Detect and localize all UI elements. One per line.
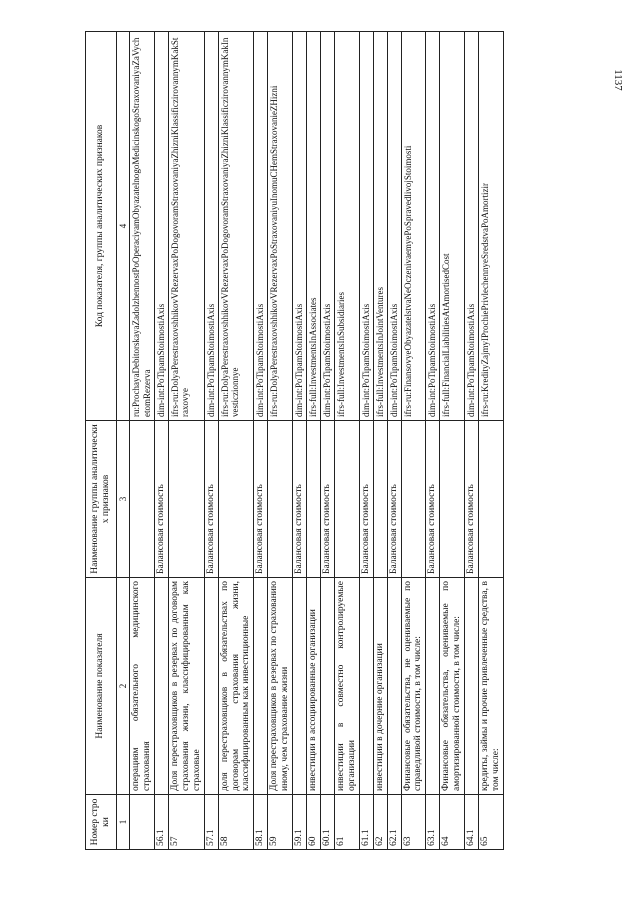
indicator-name-cell: доля перестраховщиков в обязательствах по договорам страхования жизни, классифицированным как инвестиционные (218, 578, 254, 795)
group-name-cell (334, 421, 359, 578)
row-number-cell: 57 (168, 795, 204, 850)
group-name-cell: Балансовая стоимость (254, 421, 268, 578)
table-row (334, 32, 359, 850)
table-row (168, 32, 204, 850)
column-number-row (116, 32, 129, 850)
row-number-cell: 60 (307, 795, 321, 850)
row-number-cell: 56.1 (155, 795, 169, 850)
indicator-code-cell: dim-int:PoTipamStoimostiAxis (155, 32, 169, 421)
group-name-cell (479, 421, 504, 578)
indicator-code-cell: ifrs-ru:DolyaPerestraxovshhikovVRezervaxPoStraxovaniyuInomuCHemStraxovanieZHizni (268, 32, 293, 421)
indicator-name-cell: Финансовые обязательства, не оцениваемые по справедливой стоимости, в том числе: (401, 578, 426, 795)
indicator-code-cell: ifrs-full:InvestmentsInJointVentures (373, 32, 387, 421)
table-row (130, 32, 155, 850)
table-row (465, 32, 479, 850)
table-header-row (86, 32, 117, 850)
table-row (373, 32, 387, 850)
group-name-cell (130, 421, 155, 578)
group-name-cell (401, 421, 426, 578)
row-number-cell: 59.1 (293, 795, 307, 850)
row-number-cell: 64 (440, 795, 465, 850)
row-number-cell: 64.1 (465, 795, 479, 850)
header-row-number: Номер строки (86, 795, 117, 850)
group-name-cell (168, 421, 204, 578)
indicator-name-cell (293, 578, 307, 795)
row-number-cell: 57.1 (204, 795, 218, 850)
group-name-cell (268, 421, 293, 578)
indicator-name-cell (155, 578, 169, 795)
row-number-cell: 61 (334, 795, 359, 850)
column-number: 1 (116, 795, 129, 850)
indicator-code-cell: ifrs-ru:KredityZajmyIProchiePrivlechennyeSredstvaPoAmortizir (479, 32, 504, 421)
group-name-cell (373, 421, 387, 578)
column-number: 2 (116, 578, 129, 795)
group-name-cell (218, 421, 254, 578)
indicator-code-cell: dim-int:PoTipamStoimostiAxis (465, 32, 479, 421)
column-number: 4 (116, 32, 129, 421)
indicator-code-cell: ifrs-ru:DolyaPerestraxovshhikovVRezervaxPoDogovoramStraxovaniyaZhizniKlassificzirovannymKakStraxovye (168, 32, 204, 421)
row-number-cell: 63.1 (426, 795, 440, 850)
indicator-name-cell: кредиты, займы и прочие привлеченные средства, в том числе: (479, 578, 504, 795)
table-row (307, 32, 321, 850)
indicator-code-cell: ifrs-full:InvestmentsInAssociates (307, 32, 321, 421)
indicator-code-cell: ru:ProchayaDebitorskayaZadolzhennostPoOperaciyamObyazatelnogoMedicinskogoStraxovaniyaZaVychetomRezerva (130, 32, 155, 421)
indicator-name-cell: инвестиции в дочерние организации (373, 578, 387, 795)
table-row (218, 32, 254, 850)
table-row (321, 32, 335, 850)
header-group-name: Наименование группы аналитических признаков (86, 421, 117, 578)
table-row (155, 32, 169, 850)
indicator-code-cell: dim-int:PoTipamStoimostiAxis (254, 32, 268, 421)
table-row (204, 32, 218, 850)
indicator-name-cell (254, 578, 268, 795)
indicator-code-cell: dim-int:PoTipamStoimostiAxis (204, 32, 218, 421)
group-name-cell: Балансовая стоимость (321, 421, 335, 578)
column-number: 3 (116, 421, 129, 578)
group-name-cell: Балансовая стоимость (387, 421, 401, 578)
indicator-code-cell: ifrs-full:FinancialLiabilitiesAtAmortisedCost (440, 32, 465, 421)
group-name-cell: Балансовая стоимость (426, 421, 440, 578)
row-number-cell: 65 (479, 795, 504, 850)
row-number-cell: 60.1 (321, 795, 335, 850)
indicator-name-cell: Финансовые обязательства, оцениваемые по амортизированной стоимости, в том числе: (440, 578, 465, 795)
header-indicator-name: Наименование показателя (86, 578, 117, 795)
row-number-cell (130, 795, 155, 850)
indicator-code-cell: ifrs-ru:DolyaPerestraxovshhikovVRezervaxPoDogovoramStraxovaniyaZhizniKlassificzirovannymKakInvesticzionnye (218, 32, 254, 421)
table-row (293, 32, 307, 850)
indicator-name-cell: Доля перестраховщиков в резервах по страхованию иному, чем страхование жизни (268, 578, 293, 795)
group-name-cell: Балансовая стоимость (465, 421, 479, 578)
indicator-name-cell (321, 578, 335, 795)
indicator-name-cell (387, 578, 401, 795)
group-name-cell: Балансовая стоимость (155, 421, 169, 578)
indicator-code-cell: dim-int:PoTipamStoimostiAxis (359, 32, 373, 421)
indicator-code-cell: dim-int:PoTipamStoimostiAxis (387, 32, 401, 421)
table-body (130, 32, 504, 850)
table-row (387, 32, 401, 850)
table-row (426, 32, 440, 850)
group-name-cell: Балансовая стоимость (293, 421, 307, 578)
indicator-name-cell: инвестиции в ассоциированные организации (307, 578, 321, 795)
indicator-name-cell: Доля перестраховщиков в резервах по договорам страхования жизни, классифицированным как страховые (168, 578, 204, 795)
page-number: 1137 (612, 69, 624, 91)
row-number-cell: 62 (373, 795, 387, 850)
indicator-name-cell (204, 578, 218, 795)
row-number-cell: 58.1 (254, 795, 268, 850)
indicator-name-cell (359, 578, 373, 795)
group-name-cell: Балансовая стоимость (204, 421, 218, 578)
indicator-code-cell: dim-int:PoTipamStoimostiAxis (321, 32, 335, 421)
indicator-name-cell: инвестиции в совместно контролируемые организации (334, 578, 359, 795)
indicator-name-cell (465, 578, 479, 795)
table-row (359, 32, 373, 850)
row-number-cell: 61.1 (359, 795, 373, 850)
indicator-code-cell: ifrs-full:InvestmentsInSubsidiaries (334, 32, 359, 421)
rotated-table-container (85, 37, 595, 850)
table-row (479, 32, 504, 850)
header-code: Код показателя, группы аналитических признаков (86, 32, 117, 421)
table-row (401, 32, 426, 850)
row-number-cell: 63 (401, 795, 426, 850)
indicator-code-cell: dim-int:PoTipamStoimostiAxis (293, 32, 307, 421)
table-row (268, 32, 293, 850)
indicator-code-cell: dim-int:PoTipamStoimostiAxis (426, 32, 440, 421)
indicator-name-cell (426, 578, 440, 795)
indicator-code-cell: ifrs-ru:FinansovyeObyazatelstvaNeOczenivaemyePoSpravedlivojStoimosti (401, 32, 426, 421)
group-name-cell: Балансовая стоимость (359, 421, 373, 578)
table-row (254, 32, 268, 850)
row-number-cell: 62.1 (387, 795, 401, 850)
indicators-table (85, 31, 504, 850)
row-number-cell: 58 (218, 795, 254, 850)
group-name-cell (307, 421, 321, 578)
indicator-name-cell: операциям обязательного медицинского страхования (130, 578, 155, 795)
table-row (440, 32, 465, 850)
group-name-cell (440, 421, 465, 578)
row-number-cell: 59 (268, 795, 293, 850)
